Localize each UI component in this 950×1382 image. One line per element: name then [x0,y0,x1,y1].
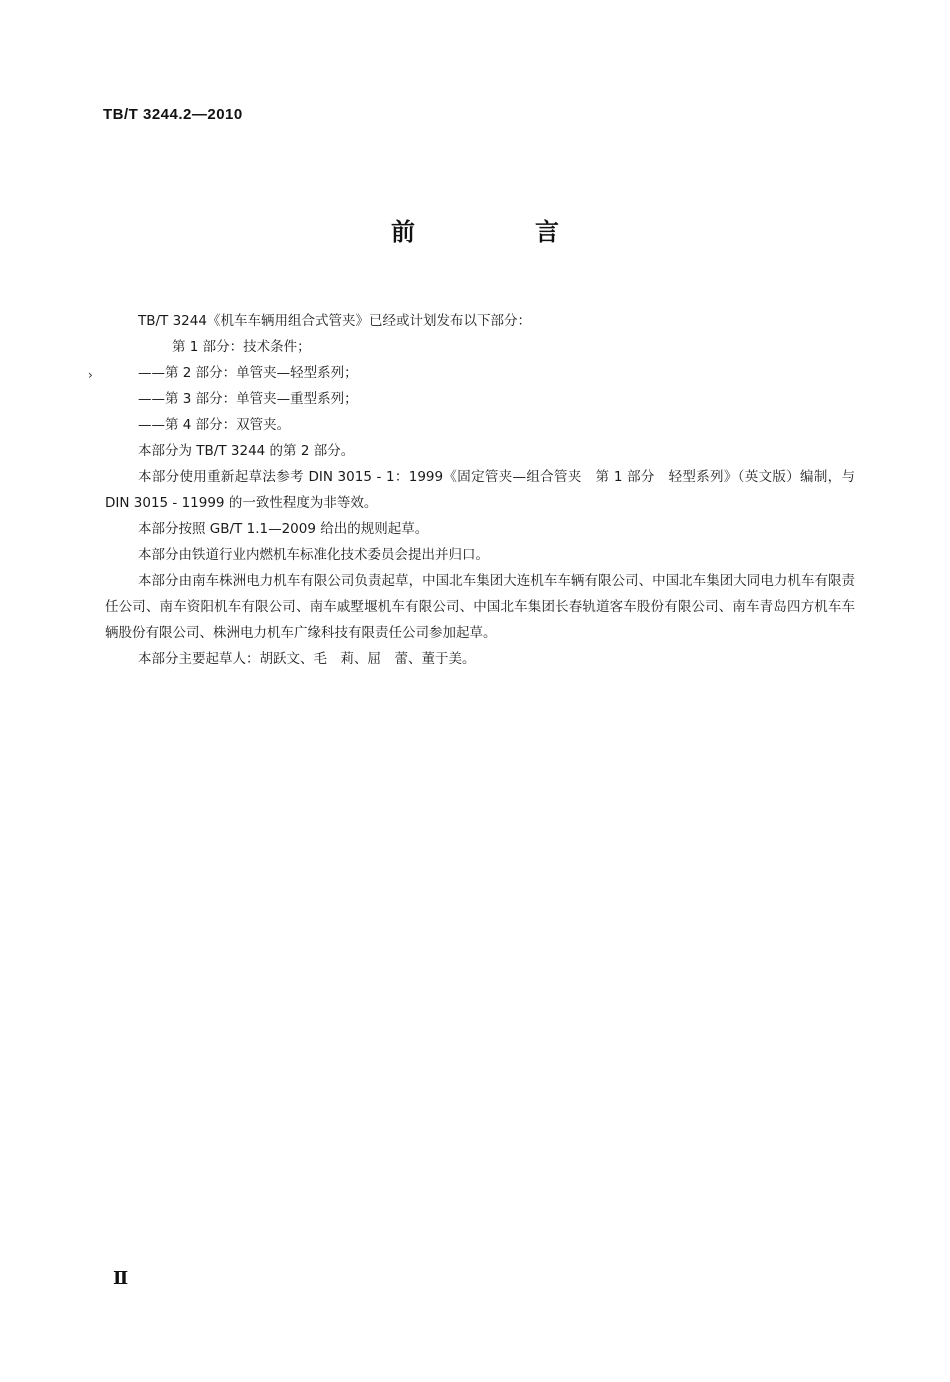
part-list-item: ——第 2 部分：单管夹—轻型系列； [138,365,358,381]
page-number: Ⅱ [113,1268,129,1288]
margin-mark: › [88,368,93,382]
part-list-item: ——第 4 部分：双管夹。 [138,417,291,433]
paragraph: 本部分为 TB/T 3244 的第 2 部分。 [138,443,355,459]
standard-code: TB/T 3244.2—2010 [103,106,243,123]
paragraph: 本部分由铁道行业内燃机车标准化技术委员会提出并归口。 [138,547,489,563]
paragraph: 本部分按照 GB/T 1.1—2009 给出的规则起草。 [138,521,429,537]
page-title: 前 言 [391,218,607,246]
part-list-item: 第 1 部分：技术条件； [172,339,311,355]
document-body [105,308,855,672]
paragraph: 本部分由南车株洲电力机车有限公司负责起草，中国北车集团大连机车车辆有限公司、中国北车集团大同电力机车有限责任公司、南车资阳机车有限公司、南车戚墅堰机车有限公司、中国北车集团长春轨道客车股份有限公司、南车青岛四方机车车辆股份有限公司、株洲电力机车广缘科技有限责任公司参加起草。 [105,573,855,641]
paragraph: 本部分使用重新起草法参考 DIN 3015 - 1：1999《固定管夹—组合管夹 第 1 部分 轻型系列》（英文版）编制，与 DIN 3015 - 11999 的一致性程度为非等效。 [105,469,855,511]
intro-line: TB/T 3244《机车车辆用组合式管夹》已经或计划发布以下部分： [138,313,531,329]
paragraph: 本部分主要起草人：胡跃文、毛 莉、屈 蕾、董于美。 [138,651,476,667]
part-list-item: ——第 3 部分：单管夹—重型系列； [138,391,358,407]
